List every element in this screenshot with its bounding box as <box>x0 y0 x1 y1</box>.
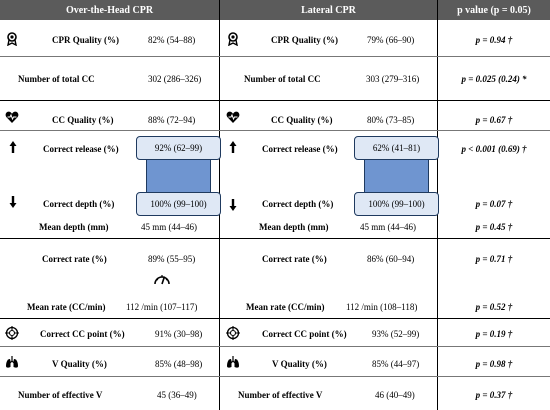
p-value-correct-depth: p = 0.07 † <box>475 199 513 209</box>
arrow-up-icon <box>226 140 240 154</box>
correct-depth-value-box: 100% (99–100) <box>136 192 221 216</box>
crosshair-icon <box>226 326 240 340</box>
row-divider <box>0 346 550 347</box>
v-quality-value: 85% (48–98) <box>155 359 203 369</box>
heart-pulse-icon <box>5 110 19 124</box>
v-quality-label: V Quality (%) <box>272 359 327 369</box>
mean-rate-label: Mean rate (CC/min) <box>27 302 106 312</box>
mean-rate-value: 112 /min (107–117) <box>126 302 198 312</box>
cc-quality-value: 88% (72–94) <box>148 115 196 125</box>
mean-depth-label: Mean depth (mm) <box>39 222 109 232</box>
lungs-icon <box>5 355 19 369</box>
p-value-mean-depth: p = 0.45 † <box>475 222 513 232</box>
correct-depth-label: Correct depth (%) <box>262 199 334 209</box>
header-lateral: Lateral CPR <box>220 0 437 20</box>
award-icon <box>226 32 240 46</box>
cpr-quality-value: 79% (66–90) <box>367 35 415 45</box>
p-value-correct-rate: p = 0.71 † <box>475 254 513 264</box>
arrow-down-icon <box>226 198 240 212</box>
p-value-total-cc: p = 0.025 (0.24) * <box>461 74 527 84</box>
mean-rate-value: 112 /min (108–118) <box>346 302 418 312</box>
cc-quality-value: 80% (73–85) <box>367 115 415 125</box>
row-divider <box>0 130 550 131</box>
mean-depth-value: 45 mm (44–46) <box>360 222 416 232</box>
row-divider <box>0 238 550 239</box>
effective-v-label: Number of effective V <box>18 390 103 400</box>
effective-v-label: Number of effective V <box>238 390 323 400</box>
correct-depth-label: Correct depth (%) <box>43 199 115 209</box>
correct-release-value-box: 62% (41–81) <box>354 136 439 160</box>
cpr-quality-label: CPR Quality (%) <box>271 35 338 45</box>
effective-v-value: 45 (36–49) <box>157 390 197 400</box>
release-depth-link <box>146 159 211 193</box>
correct-release-label: Correct release (%) <box>262 144 338 154</box>
header-over-the-head: Over-the-Head CPR <box>0 0 219 20</box>
total-cc-label: Number of total CC <box>244 74 321 84</box>
p-value-v-quality: p = 0.98 † <box>475 359 513 369</box>
row-divider <box>0 56 550 57</box>
row-divider <box>0 100 550 101</box>
correct-cc-point-value: 93% (52–99) <box>372 329 420 339</box>
total-cc-value: 302 (286–326) <box>148 74 202 84</box>
cc-quality-label: CC Quality (%) <box>52 115 114 125</box>
total-cc-label: Number of total CC <box>18 74 95 84</box>
p-value-cc-point: p = 0.19 † <box>475 329 513 339</box>
gauge-icon <box>153 270 171 288</box>
p-value-cc-quality: p = 0.67 † <box>475 115 513 125</box>
total-cc-value: 303 (279–316) <box>366 74 420 84</box>
correct-cc-point-label: Correct CC point (%) <box>262 329 347 339</box>
release-depth-link <box>364 159 429 193</box>
effective-v-value: 46 (40–49) <box>375 390 415 400</box>
p-value-mean-rate: p = 0.52 † <box>475 302 513 312</box>
arrow-down-icon <box>6 195 20 209</box>
correct-depth-value-box: 100% (99–100) <box>354 192 439 216</box>
correct-cc-point-label: Correct CC point (%) <box>40 329 125 339</box>
arrow-up-icon <box>6 140 20 154</box>
p-value-effective-v: p = 0.37 † <box>475 390 513 400</box>
cpr-quality-value: 82% (54–88) <box>148 35 196 45</box>
correct-rate-value: 89% (55–95) <box>148 254 196 264</box>
v-quality-value: 85% (44–97) <box>372 359 420 369</box>
cpr-quality-label: CPR Quality (%) <box>52 35 119 45</box>
correct-cc-point-value: 91% (30–98) <box>155 329 203 339</box>
cc-quality-label: CC Quality (%) <box>271 115 333 125</box>
mean-depth-label: Mean depth (mm) <box>259 222 329 232</box>
lungs-icon <box>226 355 240 369</box>
award-icon <box>5 32 19 46</box>
p-value-cpr-quality: p = 0.94 † <box>475 35 513 45</box>
crosshair-icon <box>5 326 19 340</box>
row-divider <box>0 376 550 377</box>
mean-depth-value: 45 mm (44–46) <box>141 222 197 232</box>
correct-release-value-box: 92% (62–99) <box>136 136 221 160</box>
row-divider <box>0 318 550 319</box>
mean-rate-label: Mean rate (CC/min) <box>246 302 325 312</box>
p-value-correct-release: p < 0.001 (0.69) † <box>461 144 527 154</box>
header-p-value: p value (p = 0.05) <box>438 0 550 20</box>
correct-rate-value: 86% (60–94) <box>367 254 415 264</box>
correct-release-label: Correct release (%) <box>43 144 119 154</box>
correct-rate-label: Correct rate (%) <box>262 254 327 264</box>
heart-pulse-icon <box>226 110 240 124</box>
correct-rate-label: Correct rate (%) <box>42 254 107 264</box>
v-quality-label: V Quality (%) <box>52 359 107 369</box>
